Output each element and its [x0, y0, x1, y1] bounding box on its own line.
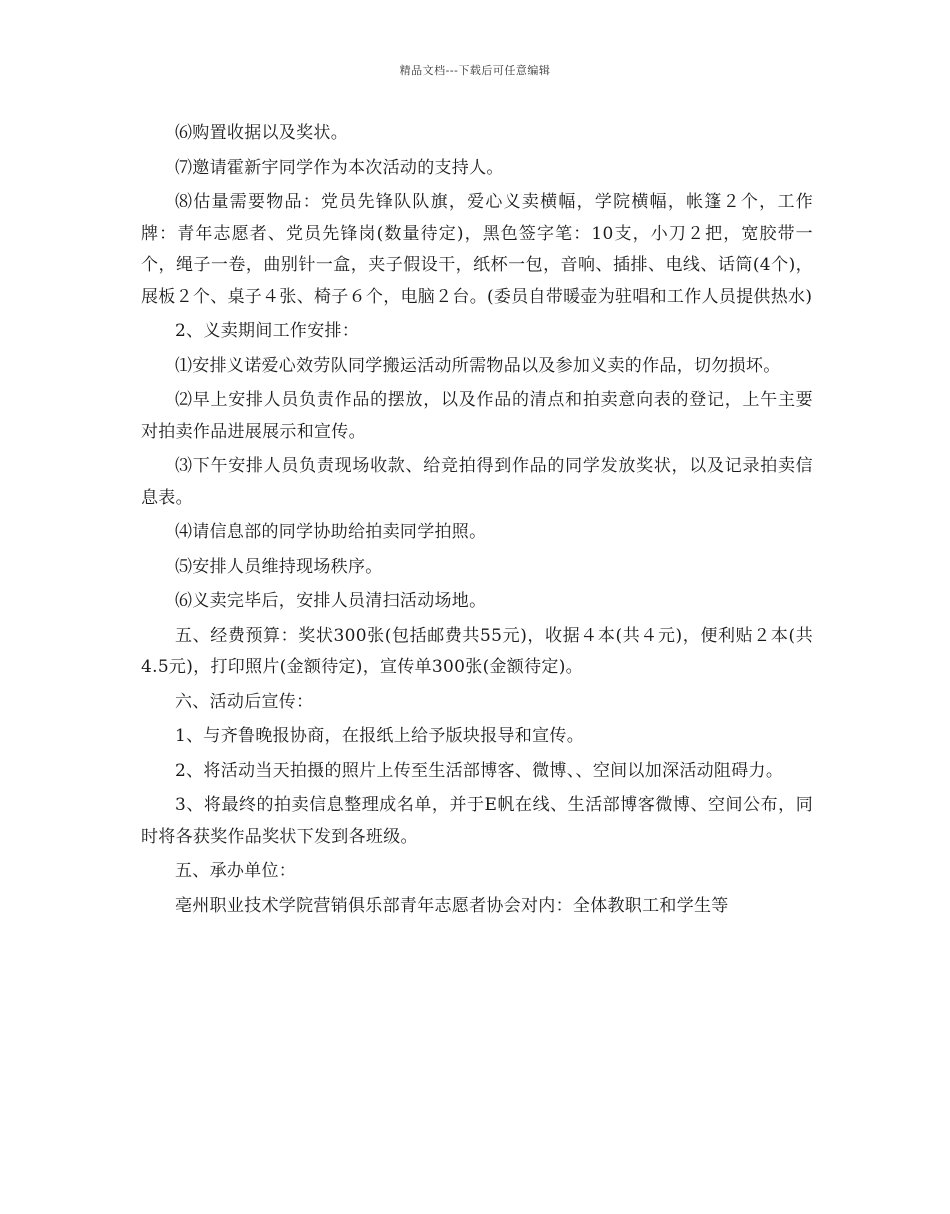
paragraph-14: 2、将活动当天拍摄的照片上传至生活部博客、微博、、空间以加深活动阻碍力。: [175, 760, 784, 781]
paragraph-16: 五、承办单位：: [175, 861, 297, 881]
paragraph-10: ⑹义卖完毕后，安排人员清扫活动场地。: [175, 591, 487, 611]
paragraph-13: 1、与齐鲁晚报协商，在报纸上给予版块报导和宣传。: [175, 726, 585, 746]
paragraph-5: ⑴安排义诺爱心效劳队同学搬运活动所需物品以及参加义卖的作品，切勿损坏。: [175, 355, 781, 376]
paragraph-6: ⑵早上安排人员负责作品的摆放，以及作品的清点和拍卖意向表的登记，上午主要对拍卖作品进展展示和宣传。: [141, 390, 813, 442]
document-body: [141, 118, 813, 922]
paragraph-7: ⑶下午安排人员负责现场收款、给竞拍得到作品的同学发放奖状，以及记录拍卖信息表。: [141, 456, 813, 508]
page-header: 精品文档---下载后可任意编辑: [399, 64, 551, 77]
paragraph-8: ⑷请信息部的同学协助给拍卖同学拍照。: [175, 522, 487, 542]
paragraph-9: ⑸安排人员维持现场秩序。: [175, 556, 383, 577]
paragraph-12: 六、活动后宣传：: [175, 691, 314, 712]
paragraph-1: ⑹购置收据以及奖状。: [175, 123, 348, 143]
paragraph-15: 3、将最终的拍卖信息整理成名单，并于E帆在线、生活部博客微博、空间公布，同时将各获奖作品奖状下发到各班级。: [141, 795, 813, 847]
paragraph-2: ⑺邀请霍新宇同学作为本次活动的支持人。: [175, 157, 504, 178]
paragraph-3: ⑻估量需要物品：党员先锋队队旗，爱心义卖横幅，学院横幅，帐篷２个，工作牌：青年志愿者、党员先锋岗(数量待定)，黑色签字笔：10支，小刀２把，宽胶带一个，绳子一卷，曲别针一盒，夹子假设干，纸杯一包，音响、插排、电线、话筒(4个)，展板２个、桌子４张、椅子６个，电脑２台。(委员自带暖壶为驻唱和工作人员提供热水): [141, 192, 813, 307]
paragraph-11: 五、经费预算：奖状300张(包括邮费共55元)，收据４本(共４元)，便利贴２本(共4.5元)，打印照片(金额待定)，宣传单300张(金额待定)。: [141, 625, 813, 677]
paragraph-4: 2、义卖期间工作安排：: [175, 321, 360, 341]
paragraph-17: 亳州职业技术学院营销俱乐部青年志愿者协会对内：全体教职工和学生等: [175, 895, 729, 916]
